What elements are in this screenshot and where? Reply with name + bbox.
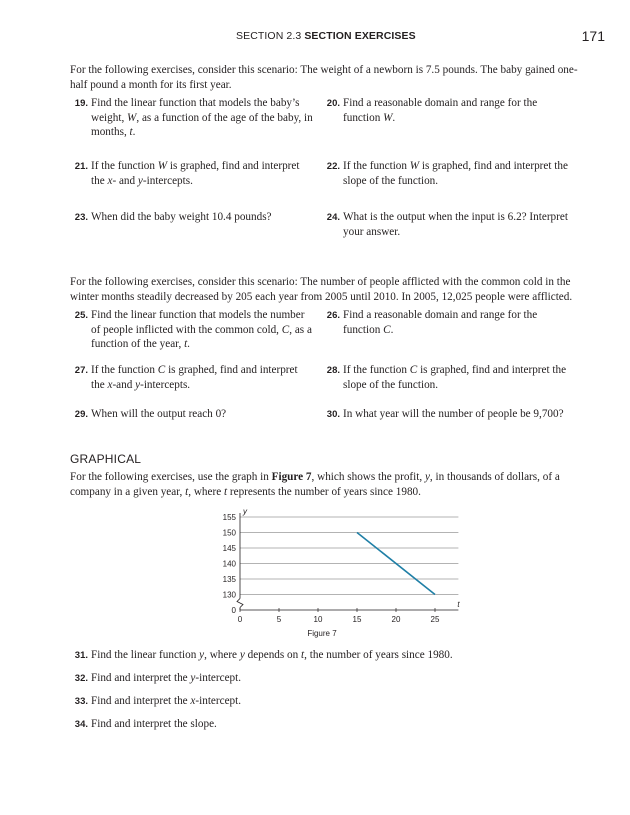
exercise-number: 20. — [326, 98, 340, 109]
exercise-number: 34. — [74, 719, 88, 730]
exercise-29 — [70, 407, 313, 422]
exercise-number: 33. — [74, 696, 88, 707]
exercise-20 — [322, 96, 572, 125]
x-tick-label: 0 — [237, 615, 243, 624]
exercise-text: If the function C is graphed, find and interpret the slope of the function. — [343, 364, 567, 391]
exercise-number: 21. — [74, 161, 88, 172]
scenario-common-cold: For the following exercises, consider this scenario: The number of people afflicted with the common cold in the winter months steadily decreased by 205 each year from 2005 until 2010. In 2005, 12,025 people were afflicted. — [70, 276, 573, 303]
x-tick-label: 5 — [276, 615, 282, 624]
exercise-number: 26. — [326, 310, 340, 321]
exercise-19 — [70, 96, 313, 140]
exercise-33 — [70, 694, 570, 709]
exercise-number: 27. — [74, 365, 88, 376]
exercise-34 — [70, 717, 570, 732]
exercise-text: Find a reasonable domain and range for the function C. — [343, 309, 538, 336]
exercise-text: Find and interpret the x-intercept. — [91, 695, 242, 707]
y-tick-label: 145 — [222, 544, 236, 553]
running-header — [236, 30, 416, 42]
exercise-number: 30. — [326, 409, 340, 420]
y-tick-label: 135 — [222, 575, 236, 584]
exercise-text: If the function W is graphed, find and interpret the x- and y-intercepts. — [91, 160, 300, 187]
x-tick-label: 10 — [313, 615, 323, 624]
exercise-text: Find the linear function that models the number of people inflicted with the common cold, C, as a function of the year, t. — [91, 309, 312, 351]
exercise-26 — [322, 308, 572, 337]
exercise-number: 32. — [74, 673, 88, 684]
graphical-heading: GRAPHICAL — [70, 452, 142, 466]
exercise-text: Find a reasonable domain and range for the function W. — [343, 97, 538, 124]
y-tick-label: 155 — [222, 513, 236, 522]
section-label: SECTION 2.3 — [236, 30, 302, 42]
exercise-25 — [70, 308, 313, 352]
exercise-number: 31. — [74, 650, 88, 661]
exercise-text: Find and interpret the slope. — [91, 718, 217, 730]
page-number: 171 — [581, 28, 605, 44]
exercise-text: Find the linear function that models the baby’s weight, W, as a function of the age of the baby, in months, t. — [91, 97, 313, 139]
exercise-number: 19. — [74, 98, 88, 109]
exercise-text: When will the output reach 0? — [91, 408, 227, 420]
y-tick-label: 140 — [222, 559, 236, 569]
exercise-22 — [322, 159, 572, 188]
exercise-number: 28. — [326, 365, 340, 376]
exercise-28 — [322, 363, 572, 392]
x-tick-label: 15 — [352, 615, 362, 624]
exercise-text: If the function W is graphed, find and interpret the slope of the function. — [343, 160, 568, 187]
exercise-text: If the function C is graphed, find and interpret the x-and y-intercepts. — [91, 364, 298, 391]
y-tick-label: 150 — [222, 528, 236, 538]
x-tick-label: 20 — [391, 615, 401, 624]
y-tick-label: 130 — [222, 590, 236, 600]
exercise-text: When did the baby weight 10.4 pounds? — [91, 211, 272, 223]
exercise-31 — [70, 648, 570, 663]
exercise-21 — [70, 159, 313, 188]
exercise-number: 25. — [74, 310, 88, 321]
scenario-newborn: For the following exercises, consider this scenario: The weight of a newborn is 7.5 pounds. The baby gained one-half pound a month for its first year. — [70, 64, 578, 91]
exercise-text: Find the linear function y, where y depends on t, the number of years since 1980. — [91, 649, 453, 661]
x-tick-label: 25 — [430, 615, 440, 624]
exercise-number: 24. — [326, 212, 340, 223]
exercise-23 — [70, 210, 313, 225]
x-axis-label: t — [457, 600, 460, 609]
exercise-number: 22. — [326, 161, 340, 172]
y-axis-label: y — [243, 507, 247, 516]
figure-7-chart — [210, 505, 460, 627]
exercise-30 — [322, 407, 572, 422]
axis-break-mark — [237, 599, 243, 608]
exercise-text: What is the output when the input is 6.2? Interpret your answer. — [343, 211, 568, 238]
exercise-text: Find and interpret the y-intercept. — [91, 672, 242, 684]
exercise-32 — [70, 671, 570, 686]
graphical-intro: For the following exercises, use the graph in Figure 7, which shows the profit, y, in thousands of dollars, of a company in a given year, t, where t represents the number of years since 1980. — [70, 471, 560, 498]
section-title: SECTION EXERCISES — [304, 30, 416, 42]
exercise-24 — [322, 210, 572, 239]
exercise-number: 23. — [74, 212, 88, 223]
exercise-number: 29. — [74, 409, 88, 420]
exercise-text: In what year will the number of people be 9,700? — [343, 408, 564, 420]
exercise-27 — [70, 363, 313, 392]
figure-caption: Figure 7 — [307, 629, 337, 638]
y-tick-label: 0 — [231, 606, 236, 615]
